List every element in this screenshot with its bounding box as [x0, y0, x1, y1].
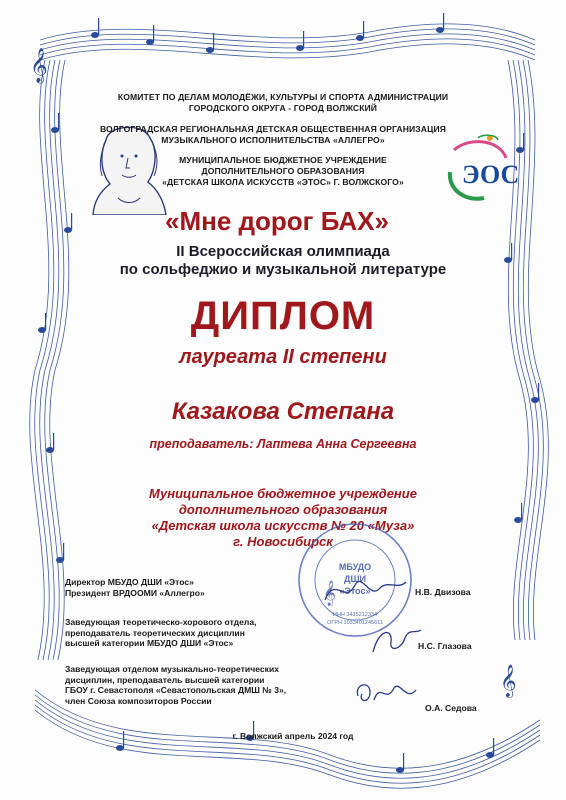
event-title: «Мне дорог БАХ»	[165, 206, 389, 236]
svg-text:𝄞: 𝄞	[500, 664, 517, 697]
header-line-1: КОМИТЕТ ПО ДЕЛАМ МОЛОДЁЖИ, КУЛЬТУРЫ И СПОРТА АДМИНИСТРАЦИИ	[117, 92, 449, 102]
header-line-2: ГОРОДСКОГО ОКРУГА - ГОРОД ВОЛЖСКИЙ	[188, 103, 378, 113]
signature-name-1: Н.В. Двизова	[415, 587, 471, 597]
subtitle-line-2: по сольфеджио и музыкальной литературе	[119, 261, 447, 278]
signature-role-2: Заведующая теоретическо-хорового отдела, преподаватель теоретических дисциплин высшей категории МБУДО ДШИ «Этос»	[65, 617, 257, 648]
diploma-title: ДИПЛОМ	[190, 294, 376, 338]
header-line-7: «ДЕТСКАЯ ШКОЛА ИСКУССТВ «ЭТОС» Г. ВОЛЖСКОГО»	[162, 177, 404, 187]
stamp-line-2: ДШИ	[344, 574, 366, 584]
committee-header	[0, 92, 566, 114]
school-line-3: «Детская школа искусств № 20 «Муза»	[151, 518, 415, 533]
handwritten-signature-3	[350, 676, 420, 711]
header-line-3: ВОЛГОГРАДСКАЯ РЕГИОНАЛЬНАЯ ДЕТСКАЯ ОБЩЕСТВЕННАЯ ОРГАНИЗАЦИЯ	[99, 124, 447, 134]
signature-name-2: Н.С. Глазова	[418, 641, 472, 651]
stamp-line-1: МБУДО	[338, 562, 372, 572]
etos-logo-text: ЭОС	[462, 160, 520, 189]
school-line-2: дополнительного образования	[178, 502, 388, 517]
degree-label: лауреата II степени	[179, 346, 387, 368]
school-header	[0, 155, 566, 188]
header-line-4: МУЗЫКАЛЬНОГО ИСПОЛНИТЕЛЬСТВА «АЛЛЕГРО»	[161, 135, 385, 145]
recipient-name: Казакова Степана	[171, 398, 395, 425]
org-header	[0, 124, 556, 146]
stamp-inn: ИНН 3435212334	[332, 612, 378, 618]
footer-date: г. Волжский апрель 2024 год	[232, 731, 354, 741]
school-line-1: Муниципальное бюджетное учреждение	[149, 486, 417, 501]
svg-text:𝄞: 𝄞	[30, 48, 48, 83]
signature-role-1: Директор МБУДО ДШИ «Этос» Президент ВРДООМИ «Аллегро»	[65, 577, 205, 598]
header-line-5: МУНИЦИПАЛЬНОЕ БЮДЖЕТНОЕ УЧРЕЖДЕНИЕ	[179, 155, 387, 165]
svg-text:𝄞: 𝄞	[323, 581, 337, 606]
stamp-line-3: «Этос»	[339, 586, 371, 596]
subtitle-line-1: II Всероссийская олимпиада	[176, 243, 390, 260]
stamp-ogrn: ОГРН 1033401245611	[327, 620, 383, 626]
signature-name-3: О.А. Седова	[425, 703, 477, 713]
school-block	[0, 486, 566, 550]
handwritten-signature-1	[320, 570, 410, 610]
handwritten-signature-2	[365, 620, 425, 660]
header-line-6: ДОПОЛНИТЕЛЬНОГО ОБРАЗОВАНИЯ	[201, 166, 365, 176]
school-line-4: г. Новосибирск	[233, 534, 333, 549]
teacher-line: преподаватель: Лаптева Анна Сергеевна	[149, 437, 417, 451]
signature-role-3: Заведующая отделом музыкально-теоретических дисциплин, преподаватель высшей категории ГБОУ г. Севастополя «Севастопольская ДМШ № 3», член Союза композиторов России	[65, 664, 287, 706]
